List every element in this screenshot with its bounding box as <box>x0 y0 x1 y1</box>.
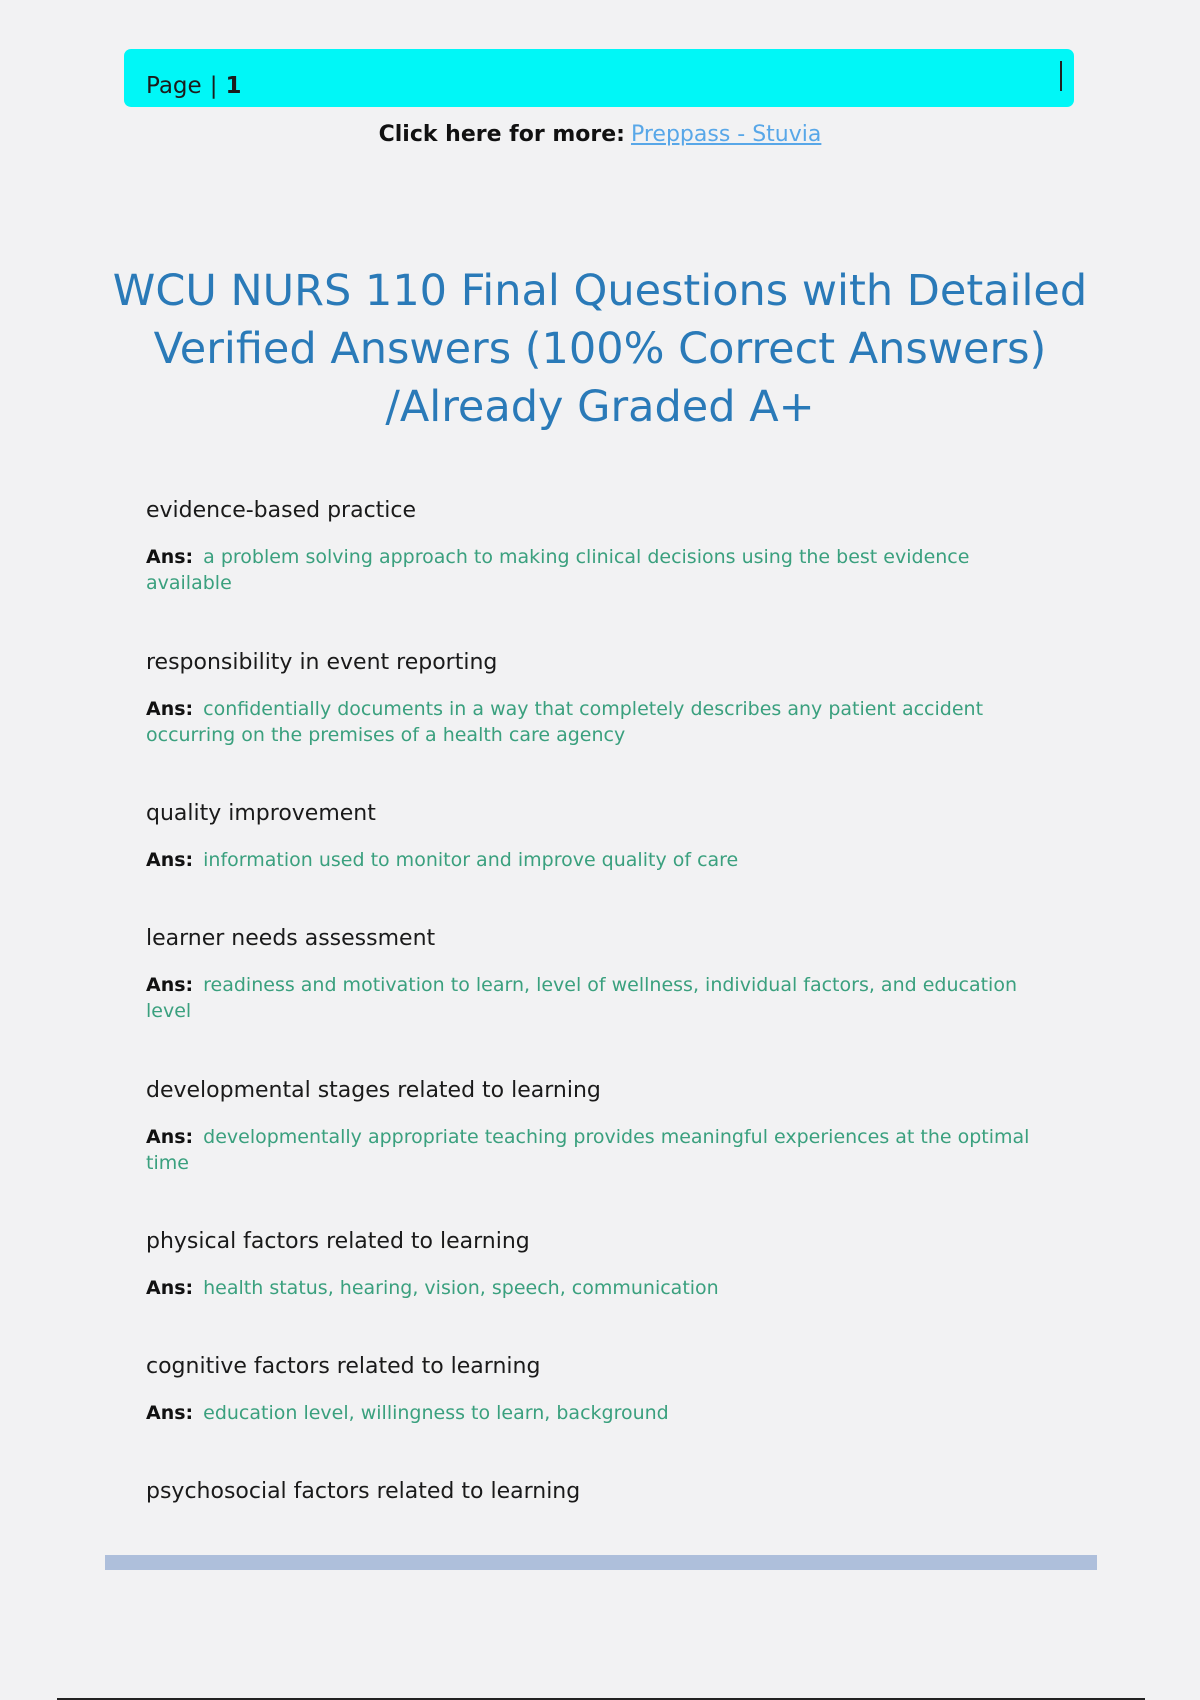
answer-text: confidentially documents in a way that completely describes any patient accident occurring on the premises of a health care agency <box>146 698 984 746</box>
answer-text: readiness and motivation to learn, level of wellness, individual factors, and education level <box>146 974 1017 1022</box>
answer-text: health status, hearing, vision, speech, communication <box>203 1277 719 1299</box>
document-title: WCU NURS 110 Final Questions with Detailed Verified Answers (100% Correct Answers) /Already Graded A+ <box>112 266 1088 432</box>
stuvia-link[interactable]: Preppass - Stuvia <box>630 122 822 147</box>
answer-label: Ans: <box>146 849 194 871</box>
qa-item <box>146 799 1046 873</box>
answer-label: Ans: <box>146 974 194 996</box>
qa-item <box>146 1227 1046 1301</box>
qa-item <box>146 1352 1046 1426</box>
question-term: learner needs assessment <box>146 926 436 951</box>
qa-item <box>146 1477 1046 1507</box>
answer-label: Ans: <box>146 1277 194 1299</box>
answer-text: education level, willingness to learn, background <box>203 1402 669 1424</box>
answer-text: information used to monitor and improve quality of care <box>203 849 739 871</box>
page-number: 1 <box>225 73 242 99</box>
qa-item <box>146 924 1046 1024</box>
page-separator: | <box>209 73 218 99</box>
answer <box>146 847 1046 873</box>
text-cursor <box>1060 61 1062 91</box>
answer <box>146 544 1046 596</box>
answer-label: Ans: <box>146 1402 194 1424</box>
answer <box>146 1275 1046 1301</box>
footer-bar <box>105 1555 1097 1570</box>
question-term: quality improvement <box>146 801 376 826</box>
qa-item <box>146 648 1046 748</box>
answer-label: Ans: <box>146 698 194 720</box>
question-term: evidence-based practice <box>146 498 417 523</box>
page-header-banner <box>124 49 1074 107</box>
answer <box>146 1400 1046 1426</box>
question-term: psychosocial factors related to learning <box>146 1479 581 1504</box>
question-term: physical factors related to learning <box>146 1229 530 1254</box>
answer-text: developmentally appropriate teaching provides meaningful experiences at the optimal time <box>146 1126 1030 1174</box>
more-info-line <box>0 122 1200 147</box>
qa-item <box>146 1076 1046 1176</box>
answer <box>146 696 1046 748</box>
page-indicator <box>146 73 241 99</box>
page-label: Page <box>146 73 202 99</box>
question-term: responsibility in event reporting <box>146 650 498 675</box>
answer <box>146 1124 1046 1176</box>
qa-item <box>146 496 1046 596</box>
question-term: developmental stages related to learning <box>146 1078 601 1103</box>
answer-label: Ans: <box>146 1126 194 1148</box>
question-term: cognitive factors related to learning <box>146 1354 541 1379</box>
answer-text: a problem solving approach to making clinical decisions using the best evidence available <box>146 546 970 594</box>
answer <box>146 972 1046 1024</box>
answer-label: Ans: <box>146 546 194 568</box>
more-label: Click here for more: <box>378 122 625 147</box>
